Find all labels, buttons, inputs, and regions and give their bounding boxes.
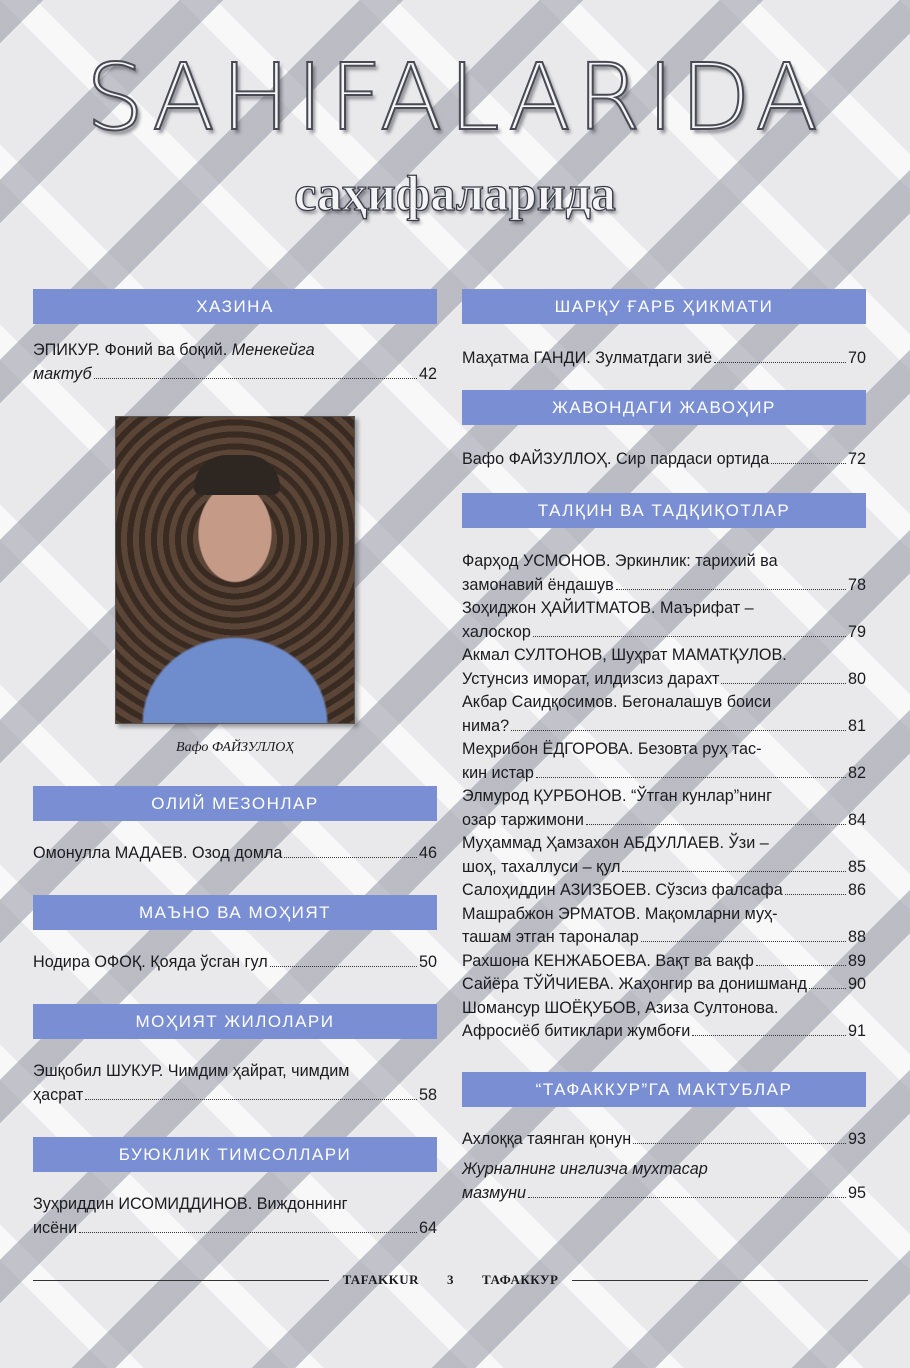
page-number: 89 [847, 951, 866, 970]
page-number: 93 [847, 1129, 866, 1148]
section-mohiyat [33, 1004, 437, 1107]
entry-text: кин истар [462, 763, 534, 782]
entry-text: Муҳаммад Ҳамзахон АБДУЛЛАЕВ. Ўзи – [462, 834, 769, 852]
entry-text: Маҳатма ГАНДИ. Зулматдаги зиё [462, 349, 713, 367]
page-number: 42 [418, 365, 437, 383]
page-number: 78 [847, 575, 866, 594]
leader-dots [85, 1099, 417, 1100]
section-oliy [33, 786, 437, 865]
page-number: 80 [847, 669, 866, 688]
leader-dots [94, 378, 417, 379]
entry-text: Фарҳод УСМОНОВ. Эркинлик: тарихий ва [462, 552, 778, 570]
toc-entry[interactable] [33, 950, 437, 974]
toc-entry[interactable] [33, 1192, 437, 1240]
footer-title-cyrillic: ТАФАККУР [482, 1272, 559, 1287]
leader-dots [616, 589, 846, 590]
leader-dots [536, 777, 846, 778]
footer-rule-left [33, 1280, 329, 1281]
page-number: 58 [418, 1086, 437, 1104]
toc-entry[interactable] [462, 644, 866, 691]
toc-entry[interactable] [462, 832, 866, 879]
entry-text: Шомансур ШОЁҚУБОВ, Азиза Султонова. [462, 998, 779, 1017]
entry-text: озар таржимони [462, 810, 584, 829]
page-number: 84 [847, 810, 866, 829]
page-number: 90 [847, 975, 866, 993]
entry-text: Вафо ФАЙЗУЛЛОҲ. Сир пардаси ортида [462, 450, 770, 468]
page-number: 81 [847, 716, 866, 735]
entry-text: шоҳ, тахаллуси – қул [462, 857, 621, 876]
leader-dots [692, 1035, 846, 1036]
entry-text: Салоҳиддин АЗИЗБОЕВ. Сўзсиз фалсафа [462, 881, 783, 899]
photo-caption: Вафо ФАЙЗУЛЛОҲ [176, 740, 294, 755]
entry-text: ЭПИКУР. Фоний ва боқий. [33, 341, 232, 359]
section-letters [462, 1072, 866, 1205]
entry-text: мактуб [33, 365, 92, 383]
page-number: 82 [847, 763, 866, 782]
leader-dots [785, 894, 846, 895]
entry-text: Акмал СУЛТОНОВ, Шуҳрат МАМАТҚУЛОВ. [462, 646, 787, 664]
entry-text: Устунсиз иморат, илдизсиз дарахт [462, 669, 720, 688]
section-hazina [33, 289, 437, 386]
section-heading: ТАЛҚИН ВА ТАДҚИҚОТЛАР [462, 493, 866, 528]
section-heading: МОҲИЯТ ЖИЛОЛАРИ [33, 1004, 437, 1039]
entry-text: Журналнинг инглизча мухтасар [462, 1159, 708, 1178]
section-heading: ШАРҚУ ҒАРБ ҲИКМАТИ [462, 289, 866, 324]
page-number: 50 [418, 953, 437, 971]
toc-entry[interactable] [462, 879, 866, 903]
footer-page-number: 3 [447, 1272, 455, 1287]
toc-entry[interactable] [462, 346, 866, 370]
toc-entry[interactable] [462, 1127, 866, 1151]
entry-text: ҳасрат [33, 1086, 84, 1104]
section-heading: ХАЗИНА [33, 289, 437, 324]
entry-text: замонавий ёндашув [462, 575, 614, 594]
leader-dots [79, 1232, 417, 1233]
page-number: 95 [847, 1183, 866, 1202]
leader-dots [641, 941, 846, 942]
page-number: 79 [847, 622, 866, 641]
leader-dots [809, 988, 846, 989]
leader-dots [756, 965, 846, 966]
section-javon [462, 390, 866, 471]
toc-entry[interactable] [462, 597, 866, 644]
toc-entry[interactable] [33, 1059, 437, 1107]
toc-entry[interactable] [462, 950, 866, 974]
leader-dots [270, 966, 417, 967]
toc-entry[interactable] [462, 447, 866, 471]
page-number: 46 [418, 844, 437, 862]
leader-dots [511, 730, 846, 731]
section-mano [33, 895, 437, 974]
entry-text: Элмурод ҚУРБОНОВ. “Ўтган кунлар”нинг [462, 787, 773, 805]
leader-dots [714, 362, 846, 363]
page-number: 86 [847, 881, 866, 899]
entry-text: Сайёра ТЎЙЧИЕВА. Жаҳонгир ва донишманд [462, 975, 807, 993]
page-number: 85 [847, 857, 866, 876]
leader-dots [533, 636, 846, 637]
toc-entry[interactable] [462, 903, 866, 950]
masthead-title: SAHIFALARIDA [85, 44, 825, 151]
entry-text: Афросиёб битиклари жумбоғи [462, 1022, 691, 1040]
footer-rule-right [572, 1280, 868, 1281]
entry-text: Ахлоққа таянган қонун [462, 1129, 632, 1148]
leader-dots [622, 871, 846, 872]
entry-text: халоскор [462, 622, 531, 641]
section-talqin [462, 493, 866, 1044]
toc-entry[interactable] [462, 1157, 866, 1205]
toc-entry[interactable] [462, 997, 866, 1044]
toc-entry[interactable] [462, 973, 866, 997]
section-sharq [462, 289, 866, 370]
entry-text: нима? [462, 716, 510, 735]
leader-dots [284, 857, 417, 858]
page-footer [33, 1270, 868, 1290]
entry-text: Эшқобил ШУКУР. Чимдим ҳайрат, чимдим [33, 1062, 350, 1080]
section-heading: МАЪНО ВА МОҲИЯТ [33, 895, 437, 930]
masthead-subtitle: саҳифаларида [294, 165, 616, 221]
entry-text: Омонулла МАДАЕВ. Озод домла [33, 844, 283, 862]
section-heading: “ТАФАККУР”ГА МАКТУБЛАР [462, 1072, 866, 1107]
toc-entry[interactable] [462, 691, 866, 738]
page-number: 88 [847, 928, 866, 946]
toc-entry[interactable] [33, 841, 437, 865]
leader-dots [586, 824, 846, 825]
toc-entry[interactable] [462, 550, 866, 597]
page-number: 91 [847, 1022, 866, 1040]
right-column [462, 289, 866, 1205]
entry-text: Рахшона КЕНЖАБОЕВА. Вақт ва вақф [462, 951, 754, 970]
entry-text: Акбар Саидқосимов. Бегоналашув боиси [462, 693, 772, 711]
entry-text: Меҳрибон ЁДГОРОВА. Безовта руҳ тас- [462, 740, 762, 758]
author-photo [115, 416, 355, 724]
toc-entry[interactable] [462, 785, 866, 832]
section-heading: БУЮКЛИК ТИМСОЛЛАРИ [33, 1137, 437, 1172]
entry-text: мазмуни [462, 1183, 527, 1202]
toc-entry[interactable] [462, 738, 866, 785]
leader-dots [721, 683, 846, 684]
entry-text: Машрабжон ЭРМАТОВ. Мақомларни муҳ- [462, 904, 778, 923]
entry-text: ташам этган тароналар [462, 928, 639, 946]
entry-text: исёни [33, 1219, 78, 1237]
section-buyuklik [33, 1137, 437, 1240]
page-number: 64 [418, 1219, 437, 1237]
section-heading: ЖАВОНДАГИ ЖАВОҲИР [462, 390, 866, 425]
toc-entry[interactable] [33, 338, 437, 386]
footer-title-latin: TAFAKKUR [342, 1272, 420, 1287]
page-number: 70 [847, 349, 866, 367]
left-column [33, 289, 437, 1240]
leader-dots [528, 1197, 846, 1198]
section-heading: ОЛИЙ МЕЗОНЛАР [33, 786, 437, 821]
entry-text: Зоҳиджон ҲАЙИТМАТОВ. Маърифат – [462, 599, 754, 617]
leader-dots [771, 463, 846, 464]
entry-text: Зуҳриддин ИСОМИДДИНОВ. Виждоннинг [33, 1195, 348, 1213]
page-number: 72 [847, 450, 866, 468]
entry-text: Нодира ОФОҚ. Қояда ўсган гул [33, 953, 268, 971]
entry-text-italic: Менекейга [231, 341, 315, 359]
leader-dots [633, 1143, 846, 1144]
